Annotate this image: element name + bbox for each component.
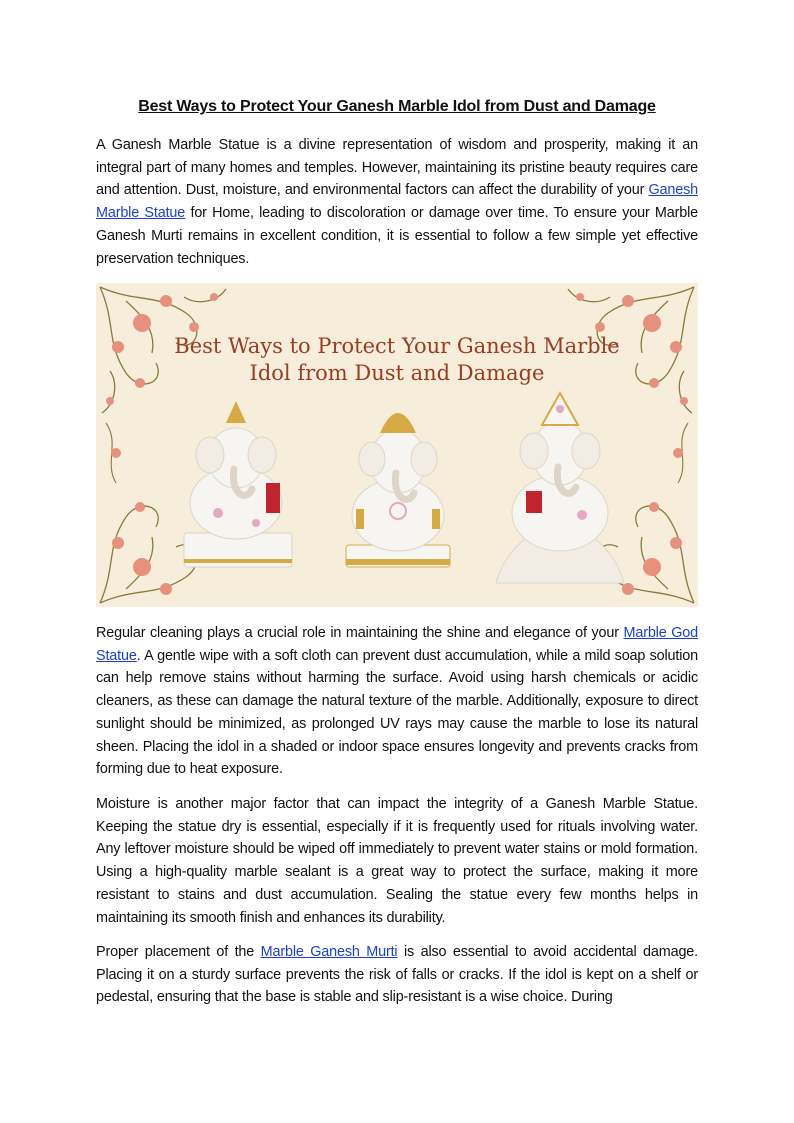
ganesh-marble-statue-link[interactable]: Ganesh Marble Statue <box>96 182 698 222</box>
ganesh-on-throne-statue <box>346 413 450 567</box>
banner-title-line: Idol from Dust and Damage <box>249 361 545 385</box>
paragraph-text: for Home, leading to discoloration or damage over time. To ensure your Marble Ganesh Murti remains in excellent condition, it is essential to follow a few simple yet effective preservation techniques. <box>96 205 699 267</box>
paragraph-text: Regular cleaning plays a crucial role in maintaining the shine and elegance of your <box>96 625 624 641</box>
banner-image <box>96 283 698 607</box>
ganesh-with-crown-statue <box>496 393 624 583</box>
paragraph-text: Proper placement of the <box>96 944 261 960</box>
banner-title <box>96 333 698 387</box>
paragraph-text: is also essential to avoid accidental damage. Placing it on a sturdy surface prevents the risk of falls or cracks. If the idol is kept on a shelf or pedestal, ensuring that the base is stable and slip-resistant is a wise choice. During <box>96 944 698 1006</box>
paragraph-placement <box>96 941 698 1009</box>
paragraph-moisture: Moisture is another major factor that can impact the integrity of a Ganesh Marble Statue. Keeping the statue dry is essential, especially if it is frequently used for rituals involving water. Any leftover moisture should be wiped off immediately to prevent water stains or mold formation. Using a high-quality marble sealant is a great way to protect the surface, making it more resistant to stains and dust accumulation. Sealing the statue every few months helps in maintaining its smooth finish and enhances its durability. <box>96 796 698 926</box>
paragraph-text: A Ganesh Marble Statue is a divine representation of wisdom and prosperity, making it an integral part of many homes and temples. However, maintaining its pristine beauty requires care and attention. Dust, moisture, and environmental factors can affect the durability of your <box>96 137 698 199</box>
document-title: Best Ways to Protect Your Ganesh Marble Idol from Dust and Damage <box>138 98 656 115</box>
paragraph-cleaning <box>96 622 698 781</box>
decorative-vine-border <box>96 283 698 607</box>
banner-title-line: Best Ways to Protect Your Ganesh Marble <box>174 334 620 358</box>
seated-ganesh-statue <box>184 401 292 567</box>
marble-god-statue-link[interactable]: Marble God Statue <box>96 625 698 664</box>
paragraph-intro <box>96 134 698 270</box>
marble-ganesh-murti-link[interactable]: Marble Ganesh Murti <box>260 944 398 960</box>
paragraph-text: . A gentle wipe with a soft cloth can prevent dust accumulation, while a mild soap solution can help remove stains without harming the surface. Avoid using harsh chemicals or acidic cleaners, as these can damage the natural texture of the marble. Additionally, exposure to direct sunlight should be minimized, as prolonged UV rays may cause the marble to lose its natural sheen. Placing the idol in a shaded or indoor space ensures longevity and prevents cracks from forming due to heat exposure. <box>96 647 698 778</box>
